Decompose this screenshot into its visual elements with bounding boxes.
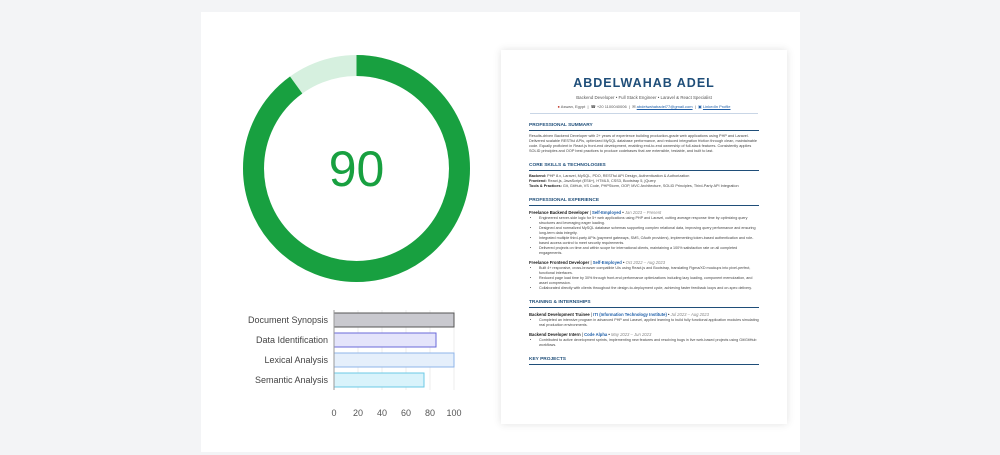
list-item: • Completed an intensive program in advanced PHP and Laravel, applied learning to build fully functional application modules simulating real production environments. xyxy=(539,318,759,328)
section-heading-training: TRAINING & INTERNSHIPS xyxy=(529,300,759,308)
job-header: Freelance Backend Developer | Self-Employed • Jan 2023 – Present xyxy=(529,210,662,215)
x-tick-label: 80 xyxy=(424,408,436,418)
resume-headline: Backend Developer • Full Stack Engineer • Laravel & React Specialist xyxy=(576,95,712,100)
resume-preview xyxy=(501,50,787,424)
header-divider xyxy=(530,113,758,114)
phone-icon: ☎ xyxy=(590,104,596,109)
section-heading-projects: KEY PROJECTS xyxy=(529,357,759,365)
bar xyxy=(334,333,436,347)
resume-contact: ● Aswan, Egypt | ☎ +20 1100040006 | ✉ abdelwahabadel77@gmail.com | ▣ LinkedIn Profile xyxy=(557,104,731,109)
skill-line: Tools & Practices: Git, GitHub, VS Code, PHPStorm, OOP, MVC Architecture, SOLID Principles, Third-Party API Integration xyxy=(529,184,739,188)
training-bullets xyxy=(529,338,759,348)
list-item: • Designed and normalized MySQL database schemas supporting complex relational data, improving query performance and ensuring long-term data integrity. xyxy=(539,226,759,236)
email-icon: ✉ xyxy=(632,104,636,109)
training-bullets xyxy=(529,318,759,328)
section-heading-skills: CORE SKILLS & TECHNOLOGIES xyxy=(529,163,759,171)
resume-email-link[interactable]: abdelwahabadel77@gmail.com xyxy=(636,104,693,109)
x-tick-label: 40 xyxy=(376,408,388,418)
list-item: • Contributed to active development sprints, implementing new features and resolving bugs in live web-based projects using Git/GitHub workflows. xyxy=(539,338,759,348)
section-heading-experience: PROFESSIONAL EXPERIENCE xyxy=(529,198,759,206)
category-label: Lexical Analysis xyxy=(264,355,328,365)
x-tick-label: 20 xyxy=(352,408,364,418)
summary-text: Results-driven Backend Developer with 2+ years of experience building production-grade web applications using PHP and Laravel. Delivered scalable RESTful APIs, optimized MySQL database performance, and reduced integration friction through clean, maintainable code. Equally proficient in React.js front-end development, enabling end-to-end ownership of full-stack features. Consistently applies SOLID principles and OOP best practices to produce codebases that are extensible, testable, and built to last. xyxy=(529,134,758,153)
list-item: • Delivered projects on time and within scope for international clients, maintaining a 100% satisfaction rate on all completed engagements. xyxy=(539,246,759,256)
location-pin-icon: ● xyxy=(557,104,560,109)
score-value: 90 xyxy=(328,140,385,197)
list-item: • Collaborated directly with clients throughout the design-to-deployment cycle, achieving faster feedback loops and on-spec delivery. xyxy=(539,286,759,291)
category-label: Document Synopsis xyxy=(247,315,328,325)
x-tick-label: 100 xyxy=(446,408,462,418)
list-item: • Engineered server-side logic for 5+ web applications using PHP and Laravel, cutting average response time by optimizing query structures and leveraging eager loading. xyxy=(539,216,759,226)
bar xyxy=(334,353,454,367)
bar xyxy=(334,373,424,387)
summary-section xyxy=(529,123,759,365)
resume-phone: +20 1100040006 xyxy=(596,104,627,109)
x-tick-label: 0 xyxy=(331,408,337,418)
skill-line: Backend: PHP 8.x, Laravel, MySQL, PDO, RESTful API Design, Authentication & Authorization xyxy=(529,174,690,178)
list-item: • Built 4+ responsive, cross-browser compatible UIs using React.js and Bootstrap, translating Figma/XD mockups into pixel-perfect, functional interfaces. xyxy=(539,266,759,276)
linkedin-icon: ▣ xyxy=(698,104,702,109)
training-header: Backend Development Trainee | ITI (Information Technology Institute) • Jul 2023 – Aug 2023 xyxy=(529,312,709,317)
category-label: Data Identification xyxy=(255,335,328,345)
job-header: Freelance Frontend Developer | Self-Employed • Oct 2022 – Aug 2023 xyxy=(529,260,666,265)
x-tick-label: 60 xyxy=(400,408,412,418)
resume-location: Aswan, Egypt xyxy=(560,104,586,109)
training-header: Backend Developer Intern | Code Alpha • May 2023 – Jun 2023 xyxy=(529,332,652,337)
list-item: • Reduced page load time by 30% through front-end performance optimizations including lazy loading, component memoization, and asset compression. xyxy=(539,276,759,286)
job-bullets xyxy=(529,216,759,256)
skill-line: Frontend: React.js, JavaScript (ES6+), HTML5, CSS3, Bootstrap 5, jQuery xyxy=(529,179,656,183)
category-label: Semantic Analysis xyxy=(254,375,328,385)
job-bullets xyxy=(529,266,759,291)
bar xyxy=(334,313,454,327)
section-heading-summary: PROFESSIONAL SUMMARY xyxy=(529,123,759,131)
resume-linkedin-link[interactable]: LinkedIn Profile xyxy=(702,104,731,109)
resume-name: ABDELWAHAB ADEL xyxy=(573,76,715,90)
list-item: • Integrated multiple third-party APIs (payment gateways, SMS, OAuth providers), implementing token-based authentication and role-based access control to meet security requirements. xyxy=(539,236,759,246)
analysis-bar-chart xyxy=(241,308,471,418)
